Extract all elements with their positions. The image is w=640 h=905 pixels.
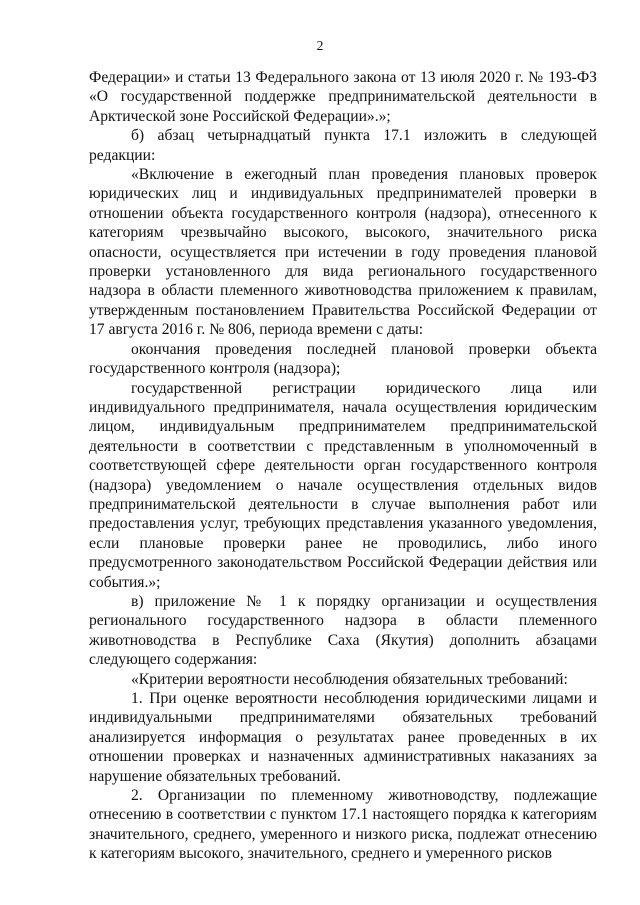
document-body	[89, 68, 597, 864]
paragraph-criteria-2: 2. Организации по племенному животноводству, подлежащие отнесению в соответствии с пунктом 17.1 настоящего порядка к категориям значительного, среднего, умеренного и низкого риска, подлежат отнесению к категориям высокого, значительного, среднего и умеренного рисков	[89, 787, 597, 863]
page-number: 2	[316, 38, 324, 53]
paragraph-last-inspection: окончания проведения последней плановой проверки объекта государственного контроля (надзора);	[89, 340, 597, 378]
paragraph-inclusion-rule: «Включение в ежегодный план проведения плановых проверок юридических лиц и индивидуальных предпринимателей проверки в отношении объекта государственного контроля (надзора), отнесенного к категориям чрезвычайно высокого, высокого, значительного риска опасности, осуществляется при истечении в году проведения плановой проверки установленного для вида регионального государственного надзора в области племенного животноводства приложением к правилам, утвержденным постановлением Правительства Российской Федерации от 17 августа 2016 г. № 806, периода времени с даты:	[89, 166, 597, 339]
paragraph-amendment-c: в) приложение № 1 к порядку организации и осуществления регионального государственного надзора в области племенного животноводства в Республике Саха (Якутия) дополнить абзацами следующего содержания:	[89, 592, 597, 669]
paragraph-amendment-b: б) абзац четырнадцатый пункта 17.1 изложить в следующей редакции:	[89, 127, 597, 164]
paragraph-state-registration: государственной регистрации юридического лица или индивидуального предпринимателя, начала осуществления юридическим лицом, индивидуальным предпринимателем предпринимательской деятельности в соответствии с представленным в уполномоченный в соответствующей сфере деятельности орган государственного контроля (надзора) уведомлением о начале осуществления отдельных видов предпринимательской деятельности в случае выполнения работ или предоставления услуг, требующих представления указанного уведомления, если плановые проверки ранее не проводились, либо иного предусмотренного законодательством Российской Федерации действия или события.»;	[89, 379, 597, 591]
paragraph-criteria-1: 1. При оценке вероятности несоблюдения юридическими лицами и индивидуальными предпринимателями обязательных требований анализируется информация о результатах ранее проведенных в их отношении проверках и назначенных административных наказаниях за нарушение обязательных требований.	[89, 690, 597, 785]
paragraph-criteria-heading: «Критерии вероятности несоблюдения обязательных требований:	[131, 670, 568, 688]
paragraph-law-reference: Федерации» и статьи 13 Федерального закона от 13 июля 2020 г. № 193-ФЗ «О государственной поддержке предпринимательской деятельности в Арктической зоне Российской Федерации».»;	[89, 69, 597, 125]
